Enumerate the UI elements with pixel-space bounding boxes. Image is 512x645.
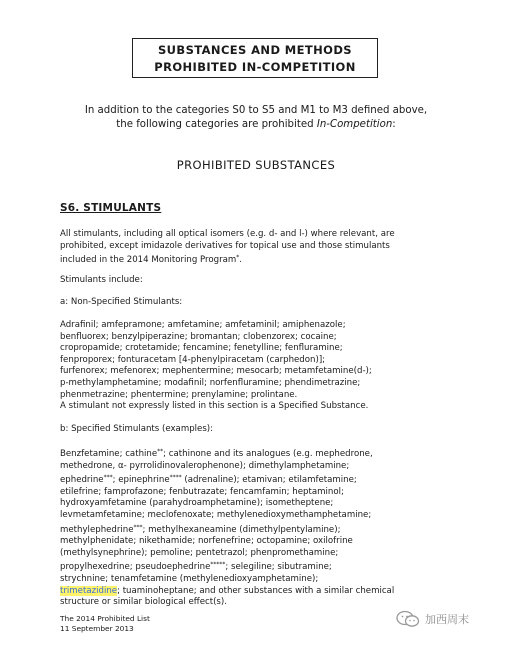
paragraph-line: All stimulants, including all optical isomers (e.g. d- and l-) where relevant, are [60, 229, 395, 239]
specified-list [60, 446, 460, 609]
list-line: propylhexedrine; pseudoephedrine*****; selegiline; sibutramine; [60, 561, 332, 573]
intro-emphasis: In-Competition [316, 119, 393, 130]
footer-list-name: The 2014 Prohibited List [60, 614, 150, 623]
s6-intro-paragraph [60, 229, 460, 267]
list-line: ephedrine***; epinephrine**** (adrenaline); etamivan; etilamfetamine; [60, 474, 357, 486]
watermark [396, 610, 469, 628]
list-line: hydroxyamfetamine (parahydroamphetamine); isometheptene; [60, 498, 334, 509]
specified-substance-note: A stimulant not expressly listed in this section is a Specified Substance. [60, 401, 369, 412]
document-footer [60, 614, 150, 633]
footer-date: 11 September 2013 [60, 623, 134, 633]
list-line: strychnine; tenamfetamine (methylenedioxyamphetamine); [60, 573, 319, 584]
list-line: p-methylamphetamine; modafinil; norfenfluramine; phendimetrazine; [60, 377, 361, 388]
list-line: phenmetrazine; phentermine; prenylamine; prolintane. [60, 389, 298, 400]
paragraph-line: included in the 2014 Monitoring Program*. [60, 254, 243, 266]
list-line: cropropamide; crotetamide; fencamine; fenetylline; fenfluramine; [60, 343, 343, 354]
list-line: Benzfetamine; cathine**; cathinone and its analogues (e.g. mephedrone, [60, 448, 373, 459]
list-line: etilefrine; famprofazone; fenbutrazate; fencamfamin; heptaminol; [60, 486, 344, 497]
list-line: Adrafinil; amfepramone; amfetamine; amfetaminil; amiphenazole; [60, 320, 346, 330]
wechat-logo-icon [396, 610, 420, 628]
list-line: benfluorex; benzylpiperazine; bromantan; clobenzorex; cocaine; [60, 331, 337, 342]
intro-line-2-end: : [392, 119, 396, 130]
intro-line-2 [40, 118, 472, 132]
non-specified-heading: a: Non-Specified Stimulants: [60, 297, 183, 307]
list-line: methylephedrine***; methylhexaneamine (dimethylpentylamine); [60, 523, 341, 535]
watermark-text: 加西周末 [425, 613, 469, 626]
stimulants-include-label: Stimulants include: [60, 275, 143, 285]
list-line: fenproporex; fonturacetam [4-phenylpiracetam (carphedon)]; [60, 354, 326, 365]
s6-heading: S6. STIMULANTS [60, 202, 162, 214]
intro-line-2-text: the following categories are prohibited [116, 119, 317, 130]
specified-heading: b: Specified Stimulants (examples): [60, 424, 214, 434]
intro-paragraph [40, 104, 472, 132]
title-line-2: PROHIBITED IN-COMPETITION [154, 60, 356, 74]
list-line: (methylsynephrine); pemoline; pentetrazol; phenpromethamine; [60, 547, 339, 558]
list-line: structure or similar biological effect(s). [60, 597, 227, 608]
list-line: furfenorex; mefenorex; mephentermine; mesocarb; metamfetamine(d-); [60, 366, 372, 377]
title-line-1: SUBSTANCES AND METHODS [158, 43, 352, 57]
intro-line-1: In addition to the categories S0 to S5 and M1 to M3 defined above, [84, 105, 428, 116]
list-line-rest: ; tuaminoheptane; and other substances with a similar chemical [117, 585, 395, 596]
title-box [132, 38, 378, 78]
paragraph-line: prohibited, except imidazole derivatives for topical use and those stimulants [60, 240, 390, 251]
list-line: levmetamfetamine; meclofenoxate; methylenedioxymethamphetamine; [60, 509, 372, 520]
highlighted-term: trimetazidine [60, 585, 118, 596]
list-line [60, 586, 460, 598]
section-title: PROHIBITED SUBSTANCES [176, 158, 336, 172]
list-line: methedrone, α- pyrrolidinovalerophenone); dimethylamphetamine; [60, 460, 350, 471]
non-specified-list [60, 320, 460, 413]
list-line: methylphenidate; nikethamide; norfenefrine; octopamine; oxilofrine [60, 536, 353, 547]
